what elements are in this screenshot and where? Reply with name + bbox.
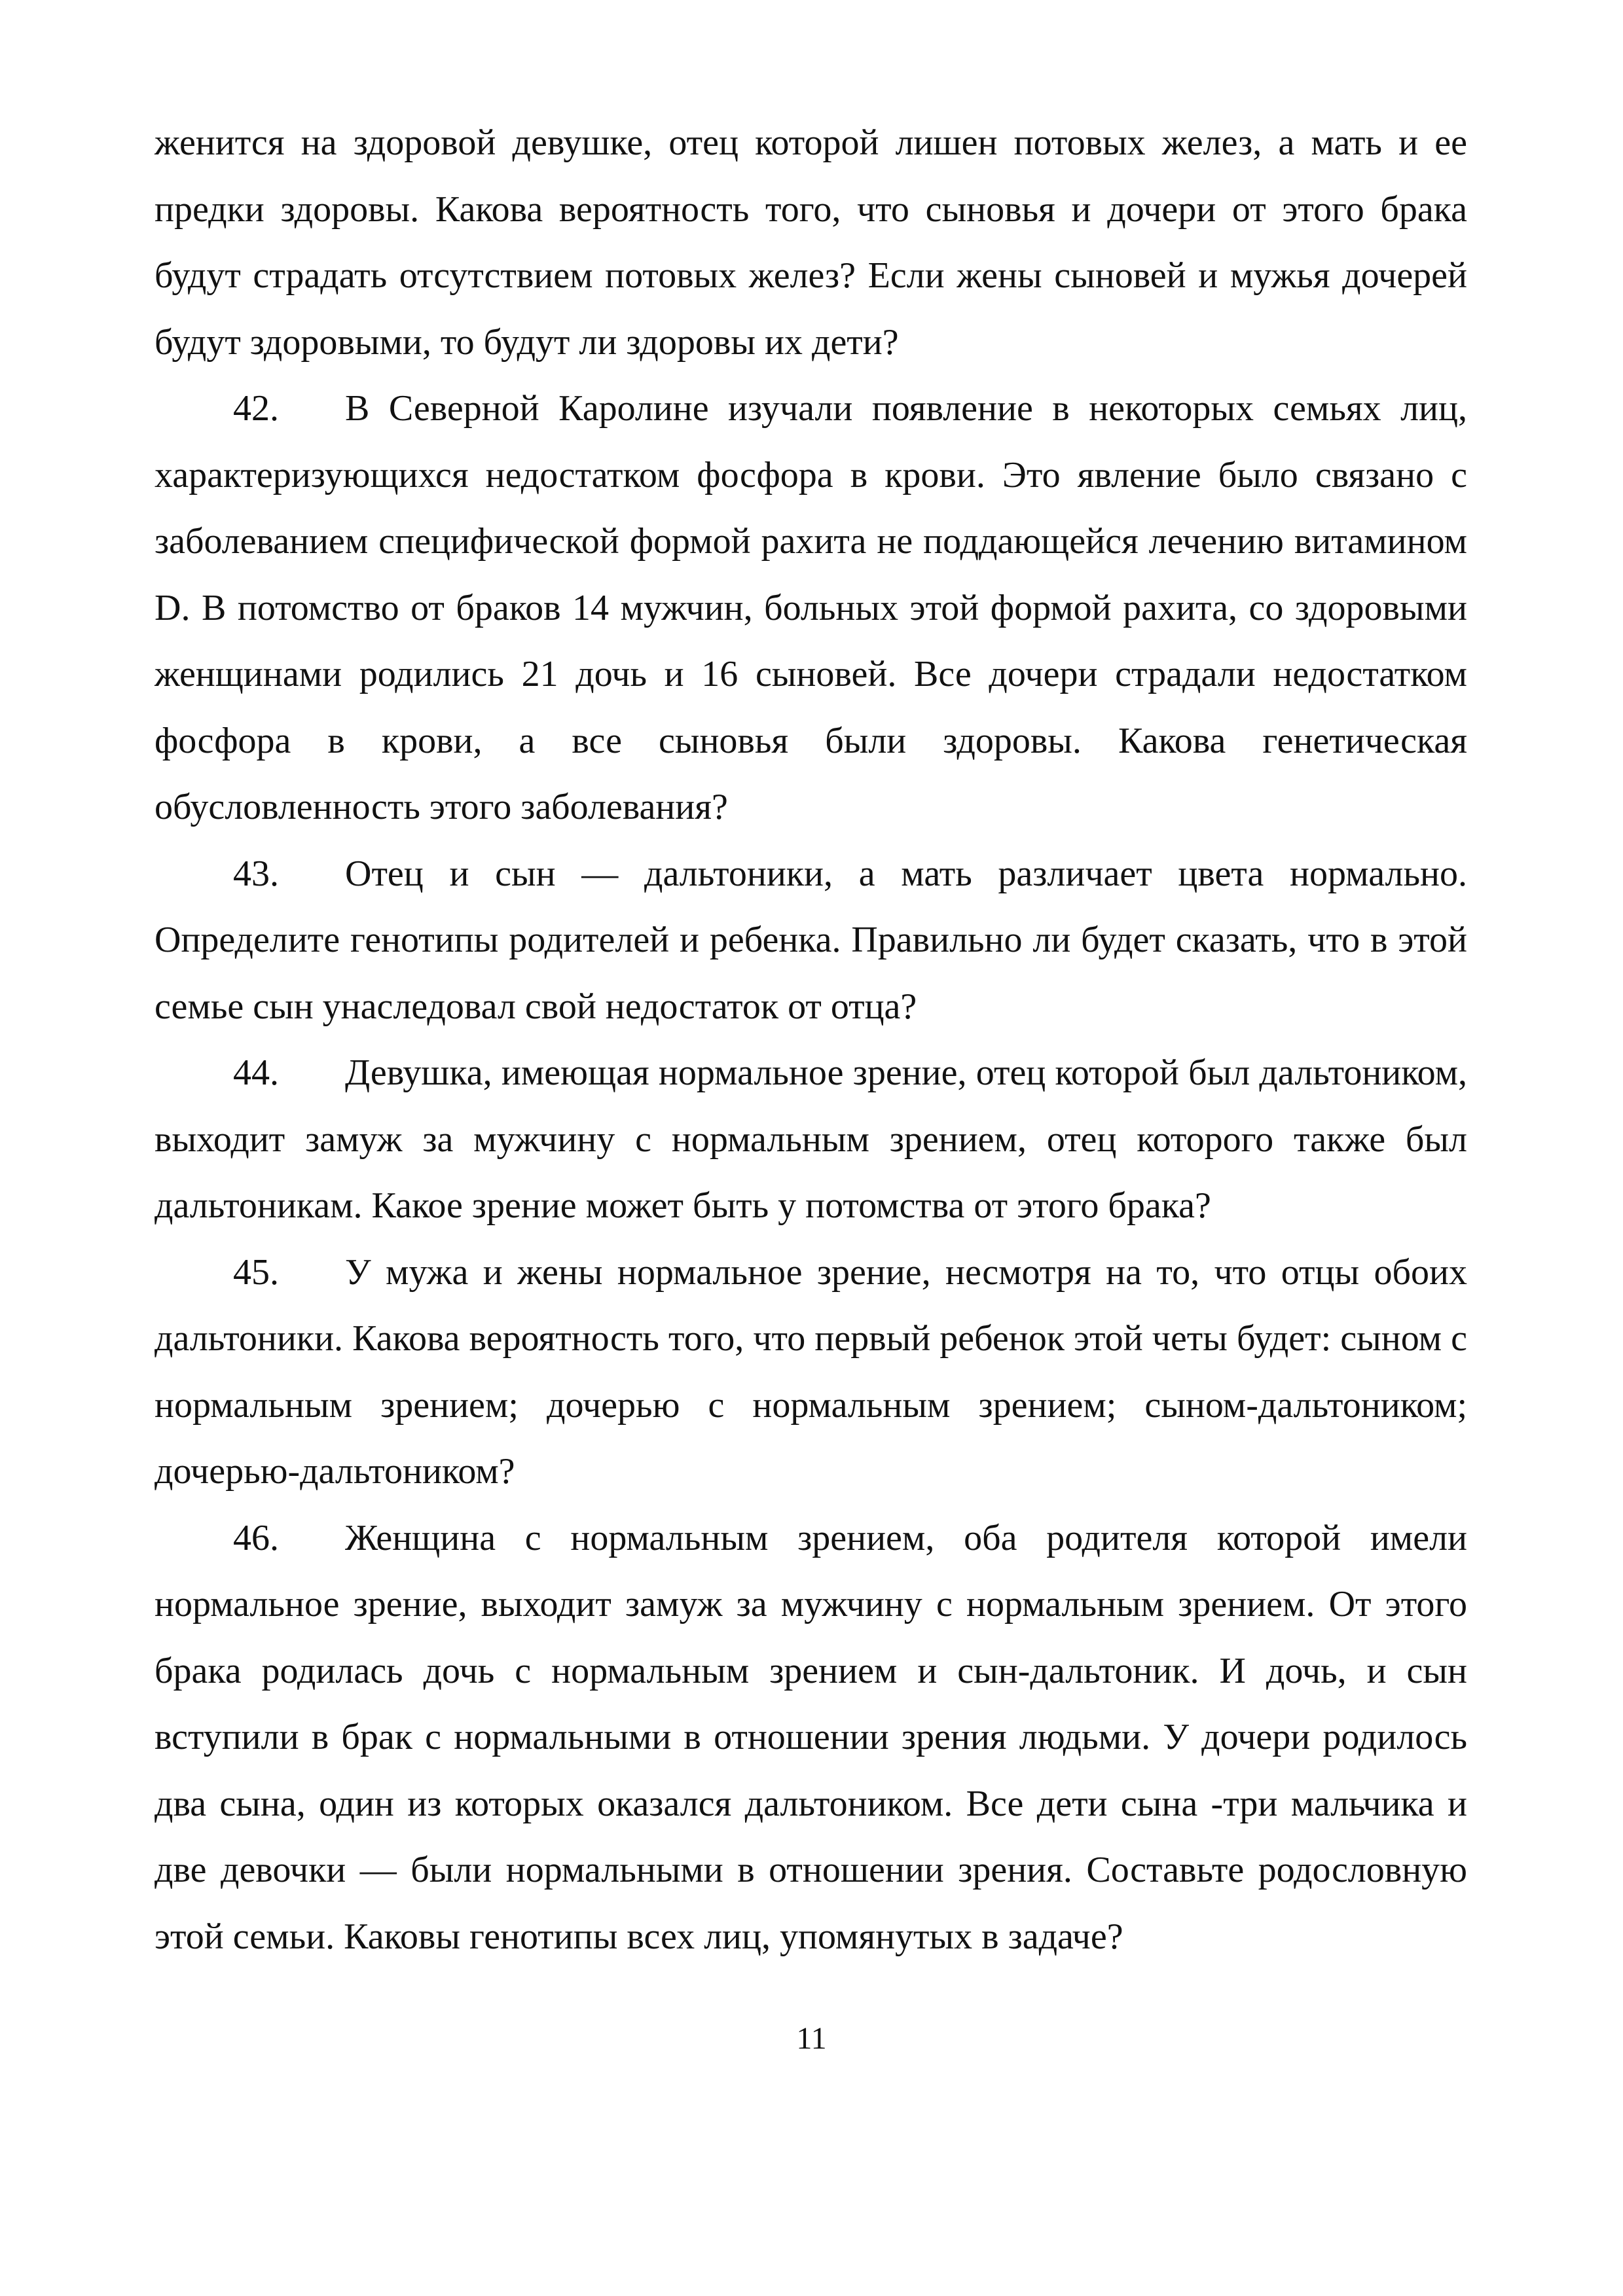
problem-number: 43. <box>233 853 279 894</box>
problem-46 <box>155 1505 1467 1971</box>
problem-44 <box>155 1040 1467 1240</box>
problem-45 <box>155 1240 1467 1505</box>
problem-text: В Северной Каролине изучали появление в некоторых семьях лиц, характеризующихся недостатком фосфора в крови. Это явление было связано с заболеванием специфической формой рахита не поддающейся лечению витамином D. В потомство от браков 14 мужчин, больных этой формой рахита, со здоровыми женщинами родились 21 дочь и 16 сыновей. Все дочери страдали недостатком фосфора в крови, а все сыновья были здоровы. Какова генетическая обусловленность этого заболевания? <box>155 388 1467 827</box>
problem-43 <box>155 841 1467 1041</box>
problem-42 <box>155 376 1467 841</box>
continuation-paragraph: женится на здоровой девушке, отец которой лишен потовых желез, а мать и ее предки здоровы. Какова вероятность того, что сыновья и дочери от этого брака будут страдать отсутствием потовых желез? Если жены сыновей и мужья дочерей будут здоровыми, то будут ли здоровы их дети? <box>155 122 1467 363</box>
problem-number: 42. <box>233 388 279 429</box>
page-body <box>155 110 1467 1970</box>
problem-number: 45. <box>233 1251 279 1293</box>
problem-text: Женщина с нормальным зрением, оба родителя которой имели нормальное зрение, выходит замуж за мужчину с нормальным зрением. От этого брака родилась дочь с нормальным зрением и сын-дальтоник. И дочь, и сын вступили в брак с нормальными в отношении зрения людьми. У дочери родилось два сына, один из которых оказался дальтоником. Все дети сына -три мальчика и две девочки — были нормальными в отношении зрения. Составьте родословную этой семьи. Каковы генотипы всех лиц, упомянутых в задаче? <box>155 1517 1467 1957</box>
problem-text: Девушка, имеющая нормальное зрение, отец которой был дальтоником, выходит замуж за мужчину с нормальным зрением, отец которого также был дальтоникам. Какое зрение может быть у потомства от этого брака? <box>155 1052 1467 1226</box>
problem-text: Отец и сын — дальтоники, а мать различает цвета нормально. Определите генотипы родителей и ребенка. Правильно ли будет сказать, что в этой семье сын унаследовал свой недостаток от отца? <box>155 853 1467 1027</box>
problem-number: 46. <box>233 1517 279 1558</box>
problem-text: У мужа и жены нормальное зрение, несмотря на то, что отцы обоих дальтоники. Какова вероятность того, что первый ребенок этой четы будет: сыном с нормальным зрением; дочерью с нормальным зрением; сыном-дальтоником; дочерью-дальтоником? <box>155 1251 1467 1492</box>
page-number: 11 <box>796 2021 827 2056</box>
problem-number: 44. <box>233 1052 279 1093</box>
